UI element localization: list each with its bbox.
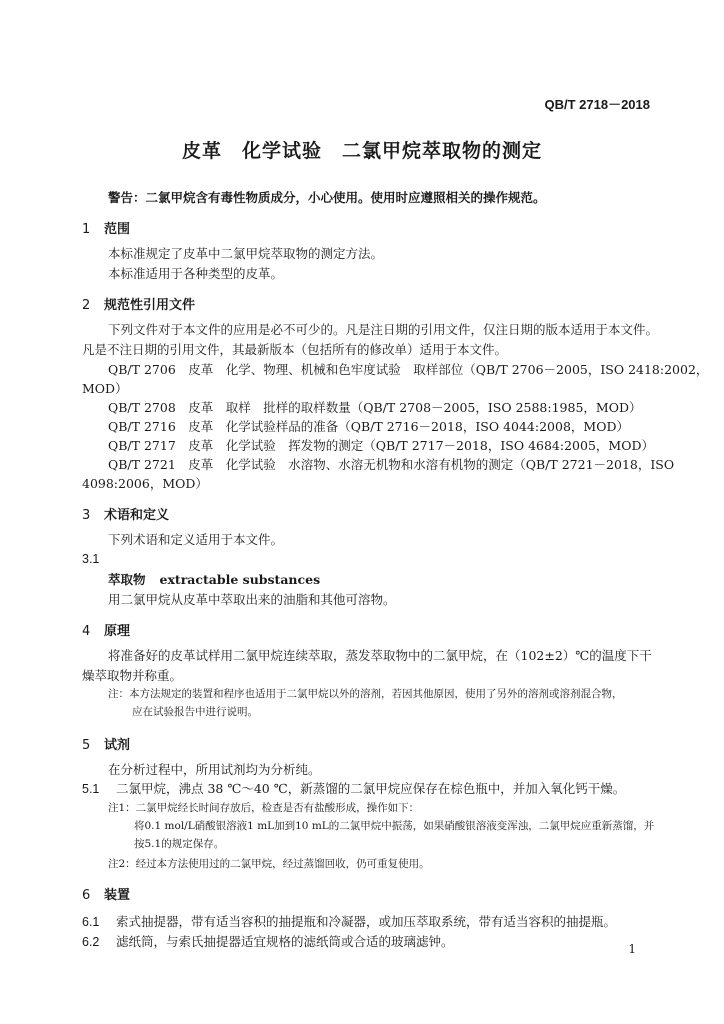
section-title: 装置 (104, 888, 131, 903)
paragraph: 在分析过程中，所用试剂均为分析纯。 (108, 762, 321, 777)
note: 应在试验报告中进行说明。 (132, 706, 258, 718)
section-3-heading (82, 504, 169, 523)
note: 按5.1的规定保存。 (134, 838, 225, 850)
section-title: 术语和定义 (104, 508, 170, 523)
section-number: 4 (82, 624, 91, 639)
reference-item: QB/T 2716 皮革 化学试验样品的准备（QB/T 2716－2018，ISO 4044:2008，MOD） (108, 419, 629, 434)
note: 注1：二氯甲烷经长时间存放后，检查是否有盐酸形成，操作如下： (108, 802, 420, 814)
paragraph: 本标准适用于各种类型的皮革。 (108, 266, 284, 281)
standard-code: QB/T 2718－2018 (544, 97, 650, 112)
reference-item: QB/T 2717 皮革 化学试验 挥发物的测定（QB/T 2717－2018，ISO 4684:2005，MOD） (108, 438, 654, 453)
apparatus-item (82, 932, 454, 950)
document-title: 皮革 化学试验 二氯甲烷萃取物的测定 (181, 140, 542, 162)
reference-item: QB/T 2708 皮革 取样 批样的取样数量（QB/T 2708－2005，ISO 2588:1985，MOD） (108, 400, 642, 415)
section-title: 规范性引用文件 (104, 298, 196, 313)
reference-item: QB/T 2721 皮革 化学试验 水溶物、水溶无机物和水溶有机物的测定（QB/T 2721－2018，ISO (108, 457, 675, 472)
apparatus-item (82, 912, 616, 930)
reference-item: 4098:2006，MOD） (82, 476, 208, 491)
paragraph: 下列文件对于本文件的应用是必不可少的。凡是注日期的引用文件，仅注日期的版本适用于本文件。 (108, 322, 659, 337)
section-number: 3 (82, 508, 91, 523)
paragraph: 下列术语和定义适用于本文件。 (108, 532, 284, 547)
paragraph: 将准备好的皮革试样用二氯甲烷连续萃取，蒸发萃取物中的二氯甲烷，在（102±2）℃的温度下干 (108, 648, 652, 663)
term-definition: 用二氯甲烷从皮革中萃取出来的油脂和其他可溶物。 (108, 592, 396, 607)
term-english: extractable substances (159, 572, 321, 587)
reagent-item (82, 779, 625, 797)
term-heading (108, 570, 320, 588)
reference-item: MOD） (82, 381, 128, 396)
page-number: 1 (628, 942, 636, 956)
clause-number: 6.2 (82, 935, 100, 949)
clause-text: 二氯甲烷，沸点 38 ℃～40 ℃，新蒸馏的二氯甲烷应保存在棕色瓶中，并加入氧化钙干燥。 (116, 781, 626, 796)
note: 注2：经过本方法使用过的二氯甲烷，经过蒸馏回收，仍可重复使用。 (108, 858, 430, 870)
section-number: 2 (82, 298, 91, 313)
clause-number: 5.1 (82, 782, 100, 796)
note: 将0.1 mol/L硝酸银溶液1 mL加到10 mL的二氯甲烷中振荡，如果硝酸银溶液变浑浊，二氯甲烷应重新蒸馏，并 (134, 820, 655, 832)
warning-text: 警告：二氯甲烷含有毒性物质成分，小心使用。使用时应遵照相关的操作规范。 (108, 190, 546, 205)
section-number: 1 (82, 222, 91, 237)
paragraph: 燥萃取物并称重。 (82, 668, 183, 683)
section-title: 试剂 (104, 738, 131, 753)
note: 注：本方法规定的装置和程序也适用于二氯甲烷以外的溶剂，若因其他原因，使用了另外的溶剂或溶剂混合物， (108, 688, 623, 700)
section-1-heading (82, 218, 130, 237)
section-4-heading (82, 620, 130, 639)
paragraph: 凡是不注日期的引用文件，其最新版本（包括所有的修改单）适用于本文件。 (82, 342, 508, 357)
reference-item: QB/T 2706 皮革 化学、物理、机械和色牢度试验 取样部位（QB/T 2706－2005，ISO 2418:2002， (108, 362, 709, 377)
paragraph: 本标准规定了皮革中二氯甲烷萃取物的测定方法。 (108, 246, 384, 261)
section-number: 6 (82, 888, 91, 903)
section-6-heading (82, 884, 130, 903)
term-number: 3.1 (82, 552, 100, 566)
clause-text: 滤纸筒，与索氏抽提器适宜规格的滤纸筒或合适的玻璃滤钟。 (116, 934, 454, 949)
clause-text: 索式抽提器，带有适当容积的抽提瓶和冷凝器，或加压萃取系统，带有适当容积的抽提瓶。 (116, 914, 617, 929)
section-title: 范围 (104, 222, 131, 237)
section-number: 5 (82, 738, 91, 753)
section-2-heading (82, 294, 195, 313)
clause-number: 6.1 (82, 915, 100, 929)
section-5-heading (82, 734, 130, 753)
section-title: 原理 (104, 624, 131, 639)
term-chinese: 萃取物 (108, 572, 146, 587)
